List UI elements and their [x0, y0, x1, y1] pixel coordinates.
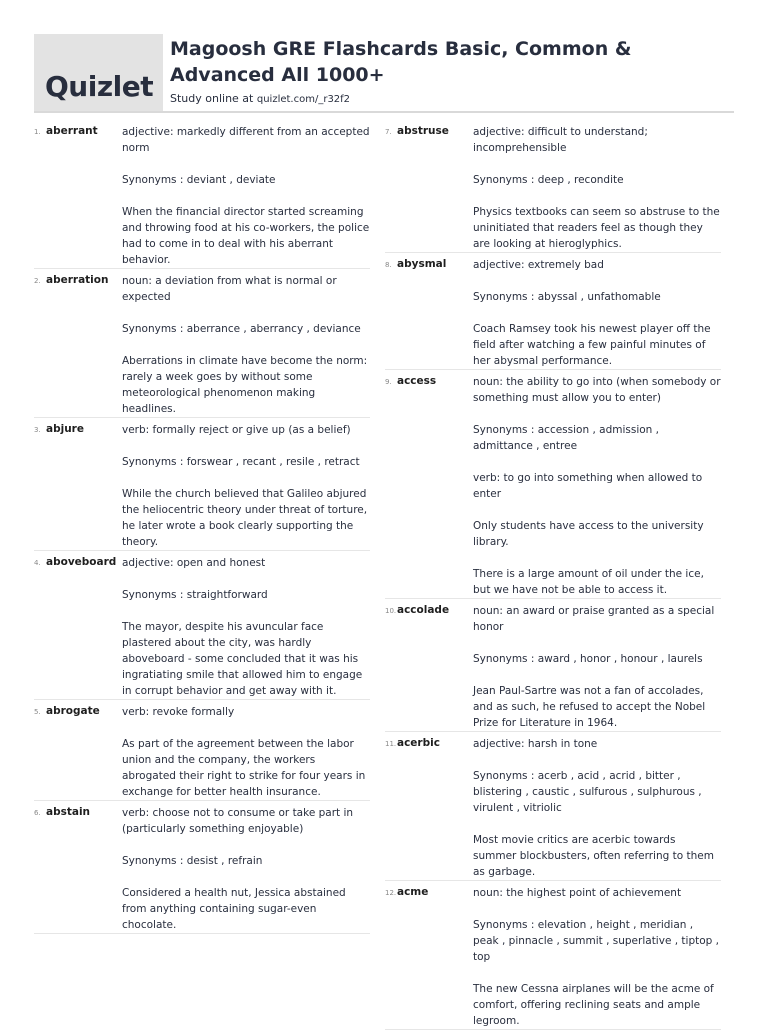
card-definition [122, 273, 370, 417]
definition-line: Considered a health nut, Jessica abstained from anything containing sugar-even chocolate. [122, 887, 346, 931]
flashcard-row [385, 370, 721, 599]
definition-line: Synonyms : deviant , deviate [122, 174, 276, 186]
definition-line: The mayor, despite his avuncular face plastered about the city, was hardly aboveboard - some concluded that it was his ingratiating smile that allowed him to engage in corrupt behavior and get away with it. [122, 621, 363, 697]
card-definition [473, 124, 721, 252]
flashcard-row [385, 881, 721, 1030]
definition-line: adjective: difficult to understand; incomprehensible [473, 126, 648, 154]
card-definition [122, 805, 370, 933]
definition-line: When the financial director started screaming and throwing food at his co-workers, the police had to come in to deal with his aberrant behavior. [122, 206, 370, 266]
definition-line: adjective: open and honest [122, 557, 266, 569]
card-definition [122, 555, 370, 699]
card-number: 10. [385, 607, 397, 615]
card-definition [122, 422, 370, 550]
card-definition [473, 736, 721, 880]
card-term: access [397, 375, 437, 387]
card-number: 12. [385, 889, 397, 897]
card-term: aberration [46, 274, 109, 286]
definition-line: noun: an award or praise granted as a special honor [473, 605, 715, 633]
definition-line: Synonyms : straightforward [122, 589, 268, 601]
definition-line: Synonyms : desist , refrain [122, 855, 263, 867]
card-term: abstain [46, 806, 91, 818]
definition-line: Coach Ramsey took his newest player off the field after watching a few painful minutes of her abysmal performance. [473, 323, 711, 367]
card-term: acme [397, 886, 429, 898]
definition-line: Jean Paul-Sartre was not a fan of accolades, and as such, he refused to accept the Nobel Prize for Literature in 1964. [473, 685, 706, 729]
definition-line: noun: a deviation from what is normal or expected [122, 275, 337, 303]
definition-line: As part of the agreement between the labor union and the company, the workers abrogated their right to strike for four years in exchange for better health insurance. [122, 738, 366, 798]
card-term: acerbic [397, 737, 440, 749]
card-number: 4. [34, 559, 41, 567]
flashcard-row [34, 551, 370, 700]
definition-line: Most movie critics are acerbic towards summer blockbusters, often referring to them as garbage. [473, 834, 714, 878]
definition-line: The new Cessna airplanes will be the acme of comfort, offering reclining seats and ample legroom. [473, 983, 714, 1027]
card-definition [473, 257, 721, 369]
definition-line: adjective: extremely bad [473, 259, 604, 271]
flashcard-row [34, 120, 370, 269]
logo-text: Quizlet [45, 70, 154, 103]
flashcard-row [385, 253, 721, 370]
card-term: abstruse [397, 125, 449, 137]
flashcard-row [34, 700, 370, 801]
definition-line: verb: formally reject or give up (as a belief) [122, 424, 351, 436]
definition-line: Only students have access to the university library. [473, 520, 704, 548]
definition-line: Synonyms : deep , recondite [473, 174, 624, 186]
card-number: 8. [385, 261, 392, 269]
card-definition [473, 603, 721, 731]
card-term: aberrant [46, 125, 98, 137]
flashcard-column-right [385, 120, 721, 1030]
definition-line: adjective: harsh in tone [473, 738, 598, 750]
definition-line: Synonyms : accession , admission , admittance , entree [473, 424, 659, 452]
definition-line: There is a large amount of oil under the ice, but we have not be able to access it. [473, 568, 704, 596]
flashcard-row [385, 599, 721, 732]
card-number: 11. [385, 740, 397, 748]
definition-line: verb: choose not to consume or take part in (particularly something enjoyable) [122, 807, 354, 835]
study-url-link[interactable]: quizlet.com/_r32f2 [256, 94, 351, 105]
card-number: 2. [34, 277, 41, 285]
card-definition [473, 885, 721, 1029]
definition-line: Physics textbooks can seem so abstruse to the uninitiated that readers feel as though they are looking at hieroglyphics. [473, 206, 720, 250]
card-term: aboveboard [46, 556, 117, 568]
card-term: abjure [46, 423, 84, 435]
card-definition [122, 704, 370, 800]
card-number: 9. [385, 378, 392, 386]
card-number: 3. [34, 426, 41, 434]
card-term: abrogate [46, 705, 100, 717]
card-definition [473, 374, 721, 598]
study-prefix: Study online at [170, 92, 254, 105]
flashcard-row [34, 269, 370, 418]
flashcard-column-left [34, 120, 370, 934]
definition-line: Synonyms : acerb , acid , acrid , bitter , blistering , caustic , sulfurous , sulphurous , virulent , vitriolic [473, 770, 702, 814]
definition-line: Synonyms : abyssal , unfathomable [473, 291, 661, 303]
definition-line: noun: the ability to go into (when somebody or something must allow you to enter) [473, 376, 721, 404]
definition-line: adjective: markedly different from an accepted norm [122, 126, 370, 154]
flashcard-row [34, 418, 370, 551]
definition-line: Synonyms : award , honor , honour , laurels [473, 653, 703, 665]
definition-line: Aberrations in climate have become the norm: rarely a week goes by without some meteorological phenomenon making headlines. [122, 355, 368, 415]
definition-line: Synonyms : aberrance , aberrancy , deviance [122, 323, 361, 335]
card-number: 6. [34, 809, 41, 817]
definition-line: verb: to go into something when allowed to enter [473, 472, 703, 500]
page-title: Magoosh GRE Flashcards Basic, Common & Advanced All 1000+ [170, 38, 632, 86]
card-term: abysmal [397, 258, 447, 270]
definition-line: Synonyms : elevation , height , meridian , peak , pinnacle , summit , superlative , tiptop , top [473, 919, 719, 963]
card-term: accolade [397, 604, 450, 616]
card-number: 1. [34, 128, 41, 136]
flashcard-row [385, 732, 721, 881]
card-number: 5. [34, 708, 41, 716]
definition-line: While the church believed that Galileo abjured the heliocentric theory under threat of torture, he later wrote a book clearly supporting the theory. [122, 488, 368, 548]
flashcard-row [385, 120, 721, 253]
definition-line: Synonyms : forswear , recant , resile , retract [122, 456, 360, 468]
definition-line: verb: revoke formally [122, 706, 235, 718]
flashcard-row [34, 801, 370, 934]
definition-line: noun: the highest point of achievement [473, 887, 682, 899]
card-definition [122, 124, 370, 268]
header-divider [34, 111, 734, 113]
card-number: 7. [385, 128, 392, 136]
study-online-line [170, 92, 350, 105]
quizlet-logo[interactable] [34, 34, 163, 111]
